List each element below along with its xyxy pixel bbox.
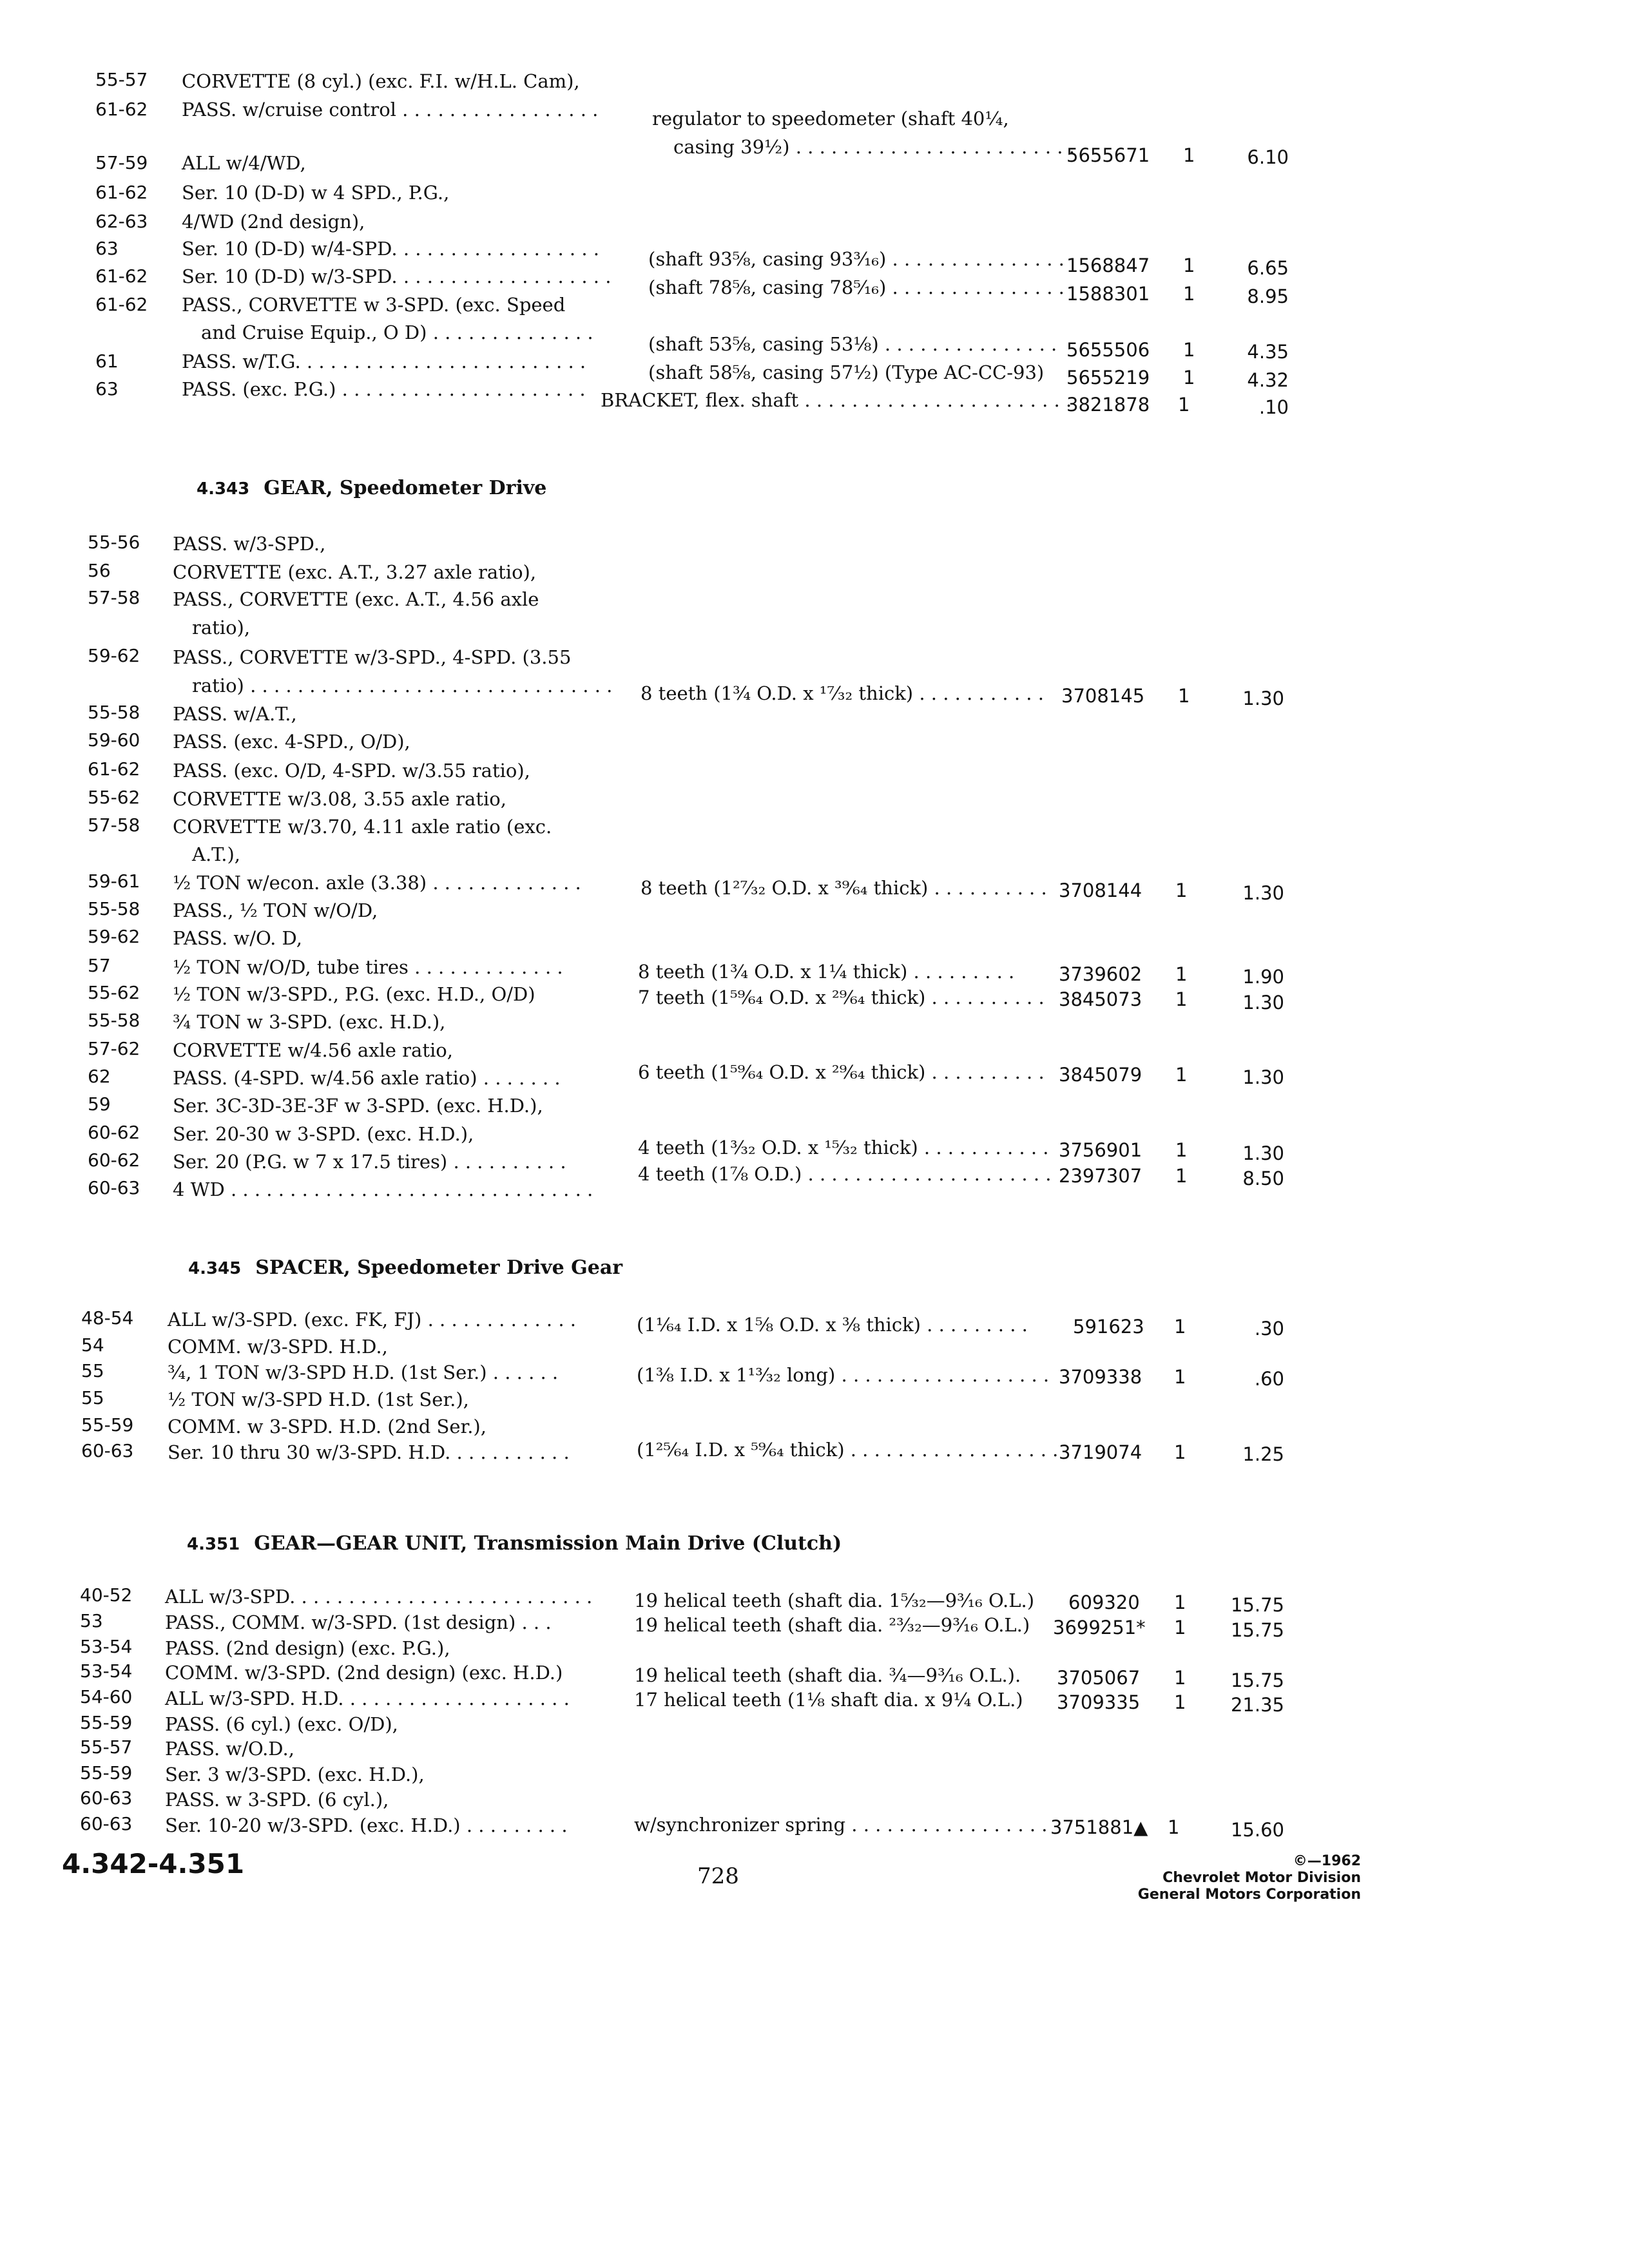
year-cell: 54 [81, 1334, 104, 1356]
application-text: ½ TON w/3-SPD H.D. (1st Ser.), [168, 1389, 469, 1410]
year-cell: 55 [81, 1360, 104, 1381]
year-cell: 54-60 [80, 1686, 133, 1707]
part-number: 3751881▲ [1050, 1816, 1148, 1838]
year-cell: 60-62 [88, 1149, 140, 1171]
application-text: PASS. w 3-SPD. (6 cyl.), [165, 1789, 389, 1811]
year-cell: 55-58 [88, 898, 140, 919]
part-description: 19 helical teeth (shaft dia. 1⁵⁄₃₂—9³⁄₁₆ O.L.) [634, 1590, 1035, 1611]
quantity: 1 [1178, 685, 1190, 707]
application-text: CORVETTE w/4.56 axle ratio, [173, 1039, 453, 1061]
part-number: 591623 [1073, 1316, 1144, 1338]
year-cell: 55-57 [80, 1736, 133, 1758]
part-description: 4 teeth (1³⁄₃₂ O.D. x ¹⁵⁄₃₂ thick) . . . . . . . . . . . [638, 1137, 1049, 1158]
application-text: PASS., CORVETTE w 3-SPD. (exc. Speed [182, 294, 566, 316]
price: .30 [1254, 1318, 1284, 1340]
application-text: Ser. 10 (D-D) w/3-SPD. . . . . . . . . . . . . . . . . . . [182, 265, 612, 287]
section-heading [197, 477, 546, 499]
part-number: 3845073 [1059, 988, 1142, 1010]
quantity: 1 [1183, 283, 1195, 305]
application-text: ALL w/3-SPD. (exc. FK, FJ) . . . . . . . . . . . . . [168, 1309, 577, 1331]
application-text: Ser. 10-20 w/3-SPD. (exc. H.D.) . . . . . . . . . [165, 1814, 568, 1836]
year-cell: 57-58 [88, 587, 140, 608]
application-text: PASS. (exc. P.G.) . . . . . . . . . . . . . . . . . . . . . [182, 378, 586, 400]
quantity: 1 [1174, 1667, 1186, 1689]
price: 6.10 [1247, 146, 1289, 168]
year-cell: 40-52 [80, 1584, 133, 1606]
application-text: 4/WD (2nd design), [182, 211, 365, 233]
part-number: 2397307 [1059, 1165, 1142, 1187]
application-text: PASS., CORVETTE w/3-SPD., 4-SPD. (3.55 [173, 646, 572, 668]
application-text: CORVETTE (exc. A.T., 3.27 axle ratio), [173, 561, 537, 583]
year-cell: 59-62 [88, 645, 140, 666]
year-cell: 63 [95, 238, 119, 259]
application-text: PASS. (2nd design) (exc. P.G.), [165, 1637, 450, 1659]
part-number: 3845079 [1059, 1064, 1142, 1086]
year-cell: 60-63 [88, 1177, 140, 1198]
part-number: 3756901 [1059, 1139, 1142, 1161]
application-text: CORVETTE w/3.70, 4.11 axle ratio (exc. [173, 816, 552, 838]
part-description: (shaft 53⅝, casing 53⅛) . . . . . . . . . . . . . . . [648, 333, 1057, 355]
price: 1.30 [1242, 882, 1284, 904]
year-cell: 57 [88, 955, 111, 976]
quantity: 1 [1175, 879, 1188, 901]
part-number: 3709335 [1057, 1691, 1141, 1713]
quantity: 1 [1175, 988, 1188, 1010]
year-cell: 62-63 [95, 211, 148, 232]
application-text: ALL w/3-SPD. H.D. . . . . . . . . . . . . . . . . . . . [165, 1687, 570, 1709]
application-text: Ser. 10 (D-D) w/4-SPD. . . . . . . . . . . . . . . . . . [182, 238, 600, 260]
price: 1.30 [1242, 687, 1284, 709]
application-text: PASS. w/3-SPD., [173, 533, 326, 555]
part-description: (shaft 78⅝, casing 78⁵⁄₁₆) . . . . . . . . . . . . . . . [648, 276, 1065, 298]
year-cell: 61-62 [95, 182, 148, 203]
application-text: PASS., COMM. w/3-SPD. (1st design) . . . [165, 1611, 552, 1633]
price: 4.32 [1247, 369, 1289, 391]
part-description: 19 helical teeth (shaft dia. ²³⁄₃₂—9³⁄₁₆ O.L.) [634, 1614, 1030, 1636]
year-cell: 55-58 [88, 702, 140, 723]
part-number: 5655219 [1066, 367, 1150, 389]
part-description: 8 teeth (1¾ O.D. x ¹⁷⁄₃₂ thick) . . . . . . . . . . . [641, 682, 1044, 704]
price: 1.30 [1242, 1142, 1284, 1164]
year-cell: 60-63 [80, 1787, 133, 1809]
year-cell: 55-56 [88, 532, 140, 553]
year-cell: 53-54 [80, 1660, 133, 1682]
application-text: PASS. w/O. D, [173, 927, 302, 949]
year-cell: 61-62 [95, 265, 148, 287]
application-text: COMM. w/3-SPD. (2nd design) (exc. H.D.) [165, 1662, 563, 1684]
quantity: 1 [1183, 339, 1195, 361]
quantity: 1 [1174, 1316, 1186, 1338]
quantity: 1 [1175, 963, 1188, 985]
year-cell: 60-63 [80, 1813, 133, 1834]
section-title: GEAR—GEAR UNIT, Transmission Main Drive (Clutch) [254, 1532, 842, 1555]
year-cell: 48-54 [81, 1307, 134, 1329]
application-text: ALL w/3-SPD. . . . . . . . . . . . . . . . . . . . . . . . . . [165, 1586, 593, 1608]
year-cell: 55-58 [88, 1010, 140, 1031]
application-text: PASS. (6 cyl.) (exc. O/D), [165, 1713, 398, 1735]
price: 1.90 [1242, 966, 1284, 988]
part-number: 3821878 [1066, 394, 1150, 416]
application-text: A.T.), [192, 843, 240, 865]
price: 15.75 [1230, 1594, 1284, 1616]
quantity: 1 [1175, 1064, 1188, 1086]
price: 15.60 [1230, 1819, 1284, 1841]
year-cell: 59-62 [88, 926, 140, 947]
division-name: Chevrolet Motor Division [1162, 1870, 1361, 1886]
year-cell: 55-59 [81, 1414, 134, 1436]
part-description: 17 helical teeth (1⅛ shaft dia. x 9¼ O.L.) [634, 1689, 1023, 1711]
application-text: PASS. (exc. 4-SPD., O/D), [173, 731, 410, 753]
part-number: 3708144 [1059, 879, 1142, 901]
price: .10 [1258, 396, 1289, 418]
section-number: 4.343 [197, 479, 250, 499]
year-cell: 61 [95, 351, 119, 372]
price: .60 [1254, 1368, 1284, 1390]
year-cell: 55 [81, 1387, 104, 1408]
part-description: 6 teeth (1⁵⁹⁄₆₄ O.D. x ²⁹⁄₆₄ thick) . . . . . . . . . . [638, 1061, 1045, 1083]
part-number: 5655671 [1066, 144, 1150, 166]
application-text: PASS. w/A.T., [173, 703, 297, 725]
year-cell: 56 [88, 560, 111, 581]
application-text: and Cruise Equip., O D) . . . . . . . . . . . . . . [201, 322, 593, 343]
section-title: GEAR, Speedometer Drive [264, 477, 547, 499]
part-description: casing 39½) . . . . . . . . . . . . . . . . . . . . . . . . [673, 136, 1075, 158]
part-number: 1568847 [1066, 255, 1150, 276]
year-cell: 63 [95, 378, 119, 399]
quantity: 1 [1175, 1165, 1188, 1187]
price: 15.75 [1230, 1619, 1284, 1641]
corporation-name: General Motors Corporation [1137, 1887, 1361, 1903]
quantity: 1 [1174, 1691, 1186, 1713]
part-description: (1⅜ I.D. x 1¹³⁄₃₂ long) . . . . . . . . . . . . . . . . . . [637, 1364, 1050, 1386]
part-description: 7 teeth (1⁵⁹⁄₆₄ O.D. x ²⁹⁄₆₄ thick) . . . . . . . . . . [638, 986, 1045, 1008]
application-text: COMM. w 3-SPD. H.D. (2nd Ser.), [168, 1416, 487, 1437]
year-cell: 55-59 [80, 1712, 133, 1733]
application-text: ALL w/4/WD, [182, 152, 306, 174]
quantity: 1 [1183, 144, 1195, 166]
application-text: 4 WD . . . . . . . . . . . . . . . . . . . . . . . . . . . . . . . [173, 1178, 593, 1200]
year-cell: 60-62 [88, 1122, 140, 1143]
year-cell: 55-62 [88, 787, 140, 808]
part-description: 4 teeth (1⅞ O.D.) . . . . . . . . . . . . . . . . . . . . . [638, 1163, 1052, 1185]
part-description: w/synchronizer spring . . . . . . . . . . . . . . . . . [634, 1814, 1048, 1836]
part-description: (shaft 58⅝, casing 57½) (Type AC-CC-93) [648, 361, 1045, 383]
quantity: 1 [1174, 1591, 1186, 1613]
quantity: 1 [1183, 255, 1195, 276]
application-text: PASS. w/O.D., [165, 1738, 294, 1760]
application-text: Ser. 3C-3D-3E-3F w 3-SPD. (exc. H.D.), [173, 1095, 543, 1117]
quantity: 1 [1174, 1366, 1186, 1388]
year-cell: 62 [88, 1066, 111, 1087]
application-text: ½ TON w/3-SPD., P.G. (exc. H.D., O/D) [173, 983, 535, 1005]
application-text: Ser. 10 (D-D) w 4 SPD., P.G., [182, 182, 450, 204]
price: 21.35 [1230, 1694, 1284, 1716]
part-number: 5655506 [1066, 339, 1150, 361]
application-text: ¾ TON w 3-SPD. (exc. H.D.), [173, 1011, 446, 1033]
section-title: SPACER, Speedometer Drive Gear [255, 1256, 623, 1279]
year-cell: 55-62 [88, 982, 140, 1003]
year-cell: 59-60 [88, 729, 140, 751]
application-text: PASS. w/cruise control . . . . . . . . . . . . . . . . . [182, 99, 599, 120]
application-text: PASS. (exc. O/D, 4-SPD. w/3.55 ratio), [173, 760, 530, 782]
part-number: 3708145 [1061, 685, 1145, 707]
price: 15.75 [1230, 1669, 1284, 1691]
application-text: Ser. 20 (P.G. w 7 x 17.5 tires) . . . . . . . . . . [173, 1151, 566, 1173]
page-number: 728 [697, 1863, 739, 1889]
quantity: 1 [1178, 394, 1190, 416]
year-cell: 57-62 [88, 1038, 140, 1059]
application-text: PASS. (4-SPD. w/4.56 axle ratio) . . . . . . . [173, 1067, 561, 1089]
application-text: CORVETTE w/3.08, 3.55 axle ratio, [173, 788, 506, 810]
quantity: 1 [1174, 1617, 1186, 1639]
part-number: 3709338 [1059, 1366, 1142, 1388]
quantity: 1 [1168, 1816, 1180, 1838]
application-text: Ser. 20-30 w 3-SPD. (exc. H.D.), [173, 1123, 474, 1145]
part-number: 3739602 [1059, 963, 1142, 985]
year-cell: 61-62 [95, 294, 148, 315]
application-text: ratio) . . . . . . . . . . . . . . . . . . . . . . . . . . . . . . . [192, 675, 613, 697]
section-number: 4.351 [187, 1535, 240, 1554]
section-number: 4.345 [188, 1259, 242, 1278]
application-text: ½ TON w/econ. axle (3.38) . . . . . . . . . . . . . [173, 872, 581, 894]
copyright: ©—1962 [1293, 1853, 1361, 1869]
application-text: ratio), [192, 617, 251, 639]
application-text: ¾, 1 TON w/3-SPD H.D. (1st Ser.) . . . . . . [168, 1361, 559, 1383]
application-text: PASS., ½ TON w/O/D, [173, 899, 378, 921]
year-cell: 55-59 [80, 1762, 133, 1783]
quantity: 1 [1183, 367, 1195, 389]
part-number: 609320 [1068, 1591, 1140, 1613]
year-cell: 53 [80, 1610, 103, 1631]
part-description: 19 helical teeth (shaft dia. ¾—9³⁄₁₆ O.L.). [634, 1664, 1021, 1686]
application-text: PASS. w/T.G. . . . . . . . . . . . . . . . . . . . . . . . . [182, 351, 586, 372]
application-text: COMM. w/3-SPD. H.D., [168, 1336, 388, 1358]
price: 8.95 [1247, 285, 1289, 307]
part-description: (shaft 93⅝, casing 93³⁄₁₆) . . . . . . . . . . . . . . . [648, 248, 1065, 270]
year-cell: 60-63 [81, 1440, 134, 1461]
application-text: ½ TON w/O/D, tube tires . . . . . . . . . . . . . [173, 956, 563, 978]
application-text: Ser. 10 thru 30 w/3-SPD. H.D. . . . . . . . . . . [168, 1441, 570, 1463]
price: 6.65 [1247, 257, 1289, 279]
year-cell: 57-59 [95, 152, 148, 173]
year-cell: 53-54 [80, 1636, 133, 1657]
application-text: Ser. 3 w/3-SPD. (exc. H.D.), [165, 1763, 425, 1785]
part-description: (1²⁵⁄₆₄ I.D. x ⁵⁹⁄₆₄ thick) . . . . . . . . . . . . . . . . . . [637, 1439, 1059, 1461]
part-number: 3699251* [1053, 1617, 1146, 1639]
price: 8.50 [1242, 1168, 1284, 1189]
part-description: (1¹⁄₆₄ I.D. x 1⅝ O.D. x ⅜ thick) . . . . . . . . . [637, 1314, 1028, 1336]
part-number: 1588301 [1066, 283, 1150, 305]
section-heading [187, 1532, 842, 1555]
part-description: regulator to speedometer (shaft 40¼, [652, 108, 1009, 130]
application-text: CORVETTE (8 cyl.) (exc. F.I. w/H.L. Cam), [182, 70, 580, 92]
application-text: PASS., CORVETTE (exc. A.T., 4.56 axle [173, 588, 539, 610]
year-cell: 55-57 [95, 69, 148, 90]
year-cell: 61-62 [88, 758, 140, 780]
price: 1.25 [1242, 1443, 1284, 1465]
price: 1.30 [1242, 1066, 1284, 1088]
part-number: 3719074 [1059, 1441, 1142, 1463]
year-cell: 59 [88, 1093, 111, 1115]
section-heading [188, 1256, 622, 1279]
part-description: 8 teeth (1²⁷⁄₃₂ O.D. x ³⁹⁄₆₄ thick) . . . . . . . . . . [641, 877, 1047, 899]
year-cell: 59-61 [88, 870, 140, 892]
quantity: 1 [1174, 1441, 1186, 1463]
quantity: 1 [1175, 1139, 1188, 1161]
year-cell: 57-58 [88, 814, 140, 836]
part-number: 3705067 [1057, 1667, 1141, 1689]
part-description: 8 teeth (1¾ O.D. x 1¼ thick) . . . . . . . . . [638, 961, 1015, 983]
year-cell: 61-62 [95, 99, 148, 120]
price: 1.30 [1242, 992, 1284, 1014]
price: 4.35 [1247, 341, 1289, 363]
part-description: BRACKET, flex. shaft . . . . . . . . . . . . . . . . . . . . . . . [601, 389, 1072, 411]
page-code: 4.342-4.351 [62, 1848, 245, 1879]
